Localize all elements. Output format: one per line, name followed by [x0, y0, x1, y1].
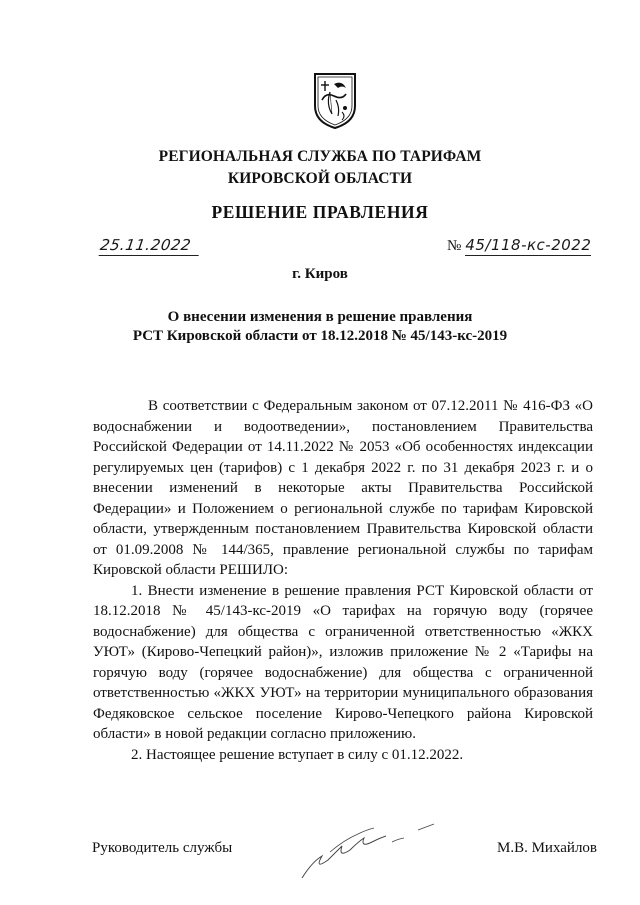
- document-number-value: 45/118-кс-2022: [465, 236, 592, 254]
- document-type-title: РЕШЕНИЕ ПРАВЛЕНИЯ: [211, 202, 429, 222]
- handwritten-signature-icon: [300, 812, 440, 882]
- decision-item-2: 2. Настоящее решение вступает в силу с 01.12.2022.: [131, 746, 464, 763]
- city-line: г. Киров: [292, 266, 348, 282]
- coat-of-arms-icon: [312, 70, 358, 130]
- document-number: [447, 236, 591, 256]
- document-date: 25.11.2022: [99, 236, 202, 256]
- signatory-name: М.В. Михайлов: [497, 840, 598, 856]
- org-name-line1: РЕГИОНАЛЬНАЯ СЛУЖБА ПО ТАРИФАМ: [158, 148, 482, 165]
- org-name-line2: КИРОВСКОЙ ОБЛАСТИ: [227, 170, 413, 187]
- subject-line1: О внесении изменения в решение правления: [167, 309, 473, 325]
- preamble-paragraph: В соответствии с Федеральным законом от 07.12.2011 № 416-ФЗ «О водоснабжении и водоотведении», постановлением Правительства Российской Федерации от 14.11.2022 № 2053 «Об особенностях индексации регулируемых цен (тарифов) с 1 декабря 2022 г. по 31 декабря 2023 г. и о внесении изменений в некоторые акты Правительства Российской Федерации» и Положением о региональной службе по тарифам Кировской области, утвержденным постановлением Правительства Кировской области от 01.09.2008 № 144/365, правление региональной службы по тарифам Кировской области РЕШИЛО:: [93, 398, 593, 578]
- number-sign: №: [447, 238, 462, 254]
- signatory-position: Руководитель службы: [92, 840, 233, 856]
- subject-line2: РСТ Кировской области от 18.12.2018 № 45/143-кс-2019: [132, 328, 508, 344]
- decision-item-1: 1. Внести изменение в решение правления РСТ Кировской области от 18.12.2018 № 45/143-кс-2019 «О тарифах на горячую воду (горячее водоснабжение) для общества с ограниченной ответственностью «ЖКХ УЮТ» (Кирово-Чепецкий район)», изложив приложение № 2 «Тарифы на горячую воду (горячее водоснабжение) для общества с ограниченной ответственностью «ЖКХ УЮТ» на территории муниципального образования Федяковское сельское поселение Кирово-Чепецкого района Кировской области» в новой редакции согласно приложению.: [93, 582, 593, 742]
- document-body: [93, 396, 593, 765]
